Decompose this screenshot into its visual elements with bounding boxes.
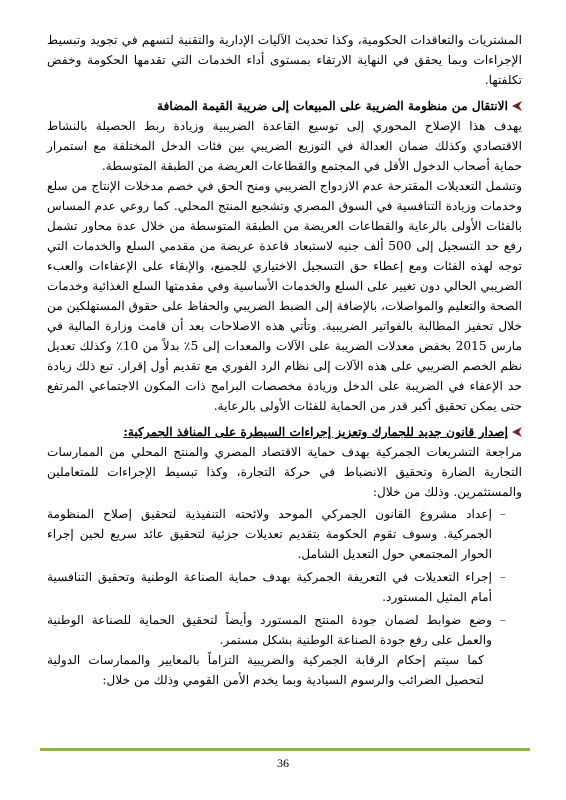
document-page <box>47 30 522 690</box>
list-item <box>47 504 506 564</box>
list-item-text: وضع ضوابط لضمان جودة المنتج المستورد وأيضاً لتحقيق الحماية للصناعة الوطنية والعمل على رفع جودة الصناعة الوطنية بشكل مستمر. <box>47 613 492 647</box>
vat-section-heading <box>47 96 522 116</box>
customs-measures-list <box>47 504 522 650</box>
vat-paragraph-2: وتشمل التعديلات المقترحة عدم الازدواج الضريبي ومنح الحق في خصم مدخلات الإنتاج من سلع وخدمات وزيادة التنافسية في السوق المصري وتشجيع المنتج المحلي. كما روعي عدم المساس بالفئات الأولى بالرعاية والقطاعات العريضة من الطبقة المتوسطة من خلال عدة محاور تشمل رفع حد التسجيل إلى 500 ألف جنيه لاستبعاد قاعدة عريضة من مقدمي السلع والخدمات التي توجه لهذه الفئات ومع إعطاء حق التسجيل الاختياري للجميع، والإبقاء على الإعفاءات والعبء الضريبي الحالي دون تغيير على السلع والخدمات الأساسية وفي مقدمتها السلع الغذائية وخدمات الصحة والتعليم والمواصلات، بالإضافة إلى الضبط الضريبي والحفاظ على حقوق المستهلكين من خلال تحفيز المطالبة بالفواتير الضريبية. وتأتي هذه الاصلاحات بعد أن قامت وزارة المالية في مارس 2015 بخفض معدلات الضريبة على الآلات والمعدات إلى 5٪ بدلاً من 10٪ وكذلك تعديل نظم الخصم الضريبي على هذه الآلات إلى نظام الرد الفوري مع تقديم أول إقرار. تبع ذلك زيادة حد الإعفاء في الضريبة على الدخل وزيادة مخصصات البرامج ذات المكون الاجتماعي المرتفع حتى يمكن تحقيق أكبر قدر من الحماية للفئات الأولى بالرعاية. <box>47 179 523 413</box>
arrow-bullet-icon <box>512 427 522 437</box>
dash-bullet-icon: – <box>499 570 506 584</box>
vat-paragraph-1: يهدف هذا الإصلاح المحوري إلى توسيع القاعدة الضريبية وزيادة ربط الحصيلة بالنشاط الاقتصادي وكذلك ضمان العدالة في التوزيع الضريبي بين فئات الدخل المختلفة مع استمرار حماية أصحاب الدخول الأقل في المجتمع والقطاعات العريضة من الطبقة المتوسطة. <box>47 119 522 173</box>
dash-bullet-icon: – <box>499 507 506 521</box>
page-number: 36 <box>277 756 289 770</box>
customs-closing-paragraph: كما سيتم إحكام الرقابة الجمركية والضريبية التزاماً بالمعايير والممارسات الدولية لتحصيل الضرائب والرسوم السيادية وبما يخدم الأمن القومي وذلك من خلال: <box>47 653 484 687</box>
intro-paragraph: المشتريات والتعاقدات الحكومية، وكذا تحديث الآليات الإدارية والتقنية لتسهم في تجويد وتبسيط الإجراءات وبما يحقق في النهاية الارتقاء بمستوى أداء الخدمات التي تقدمها الحكومة وخفض تكلفتها. <box>47 33 522 87</box>
customs-heading-text: إصدار قانون جديد للجمارك وتعزيز إجراءات السيطرة على المنافذ الجمركية: <box>123 425 508 439</box>
list-item <box>47 610 506 650</box>
list-item-text: إعداد مشروع القانون الجمركي الموحد ولائحته التنفيذية لتحقيق إصلاح المنظومة الجمركية. وسوف تقوم الحكومة بتقديم تعديلات جزئية لتحقيق عائد سريع لحين إجراء الحوار المجتمعي حول التعديل الشامل. <box>47 507 492 561</box>
arrow-bullet-icon <box>512 101 522 111</box>
vat-heading-text: الانتقال من منظومة الضريبة على المبيعات إلى ضريبة القيمة المضافة <box>157 99 508 113</box>
customs-section-heading <box>47 422 522 442</box>
customs-paragraph: مراجعة التشريعات الجمركية بهدف حماية الاقتصاد المصري والمنتج المحلي من الممارسات التجارية الضارة وتحقيق الانضباط في حركة التجارة، وكذا تبسيط الإجراءات للمتعاملين والمستثمرين. وذلك من خلال: <box>47 445 522 499</box>
dash-bullet-icon: – <box>499 613 506 627</box>
list-item-text: إجراء التعديلات في التعريفة الجمركية بهدف حماية الصناعة الوطنية وتحقيق التنافسية أمام المثيل المستورد. <box>47 570 492 604</box>
footer-divider <box>40 748 530 751</box>
list-item <box>47 567 506 607</box>
